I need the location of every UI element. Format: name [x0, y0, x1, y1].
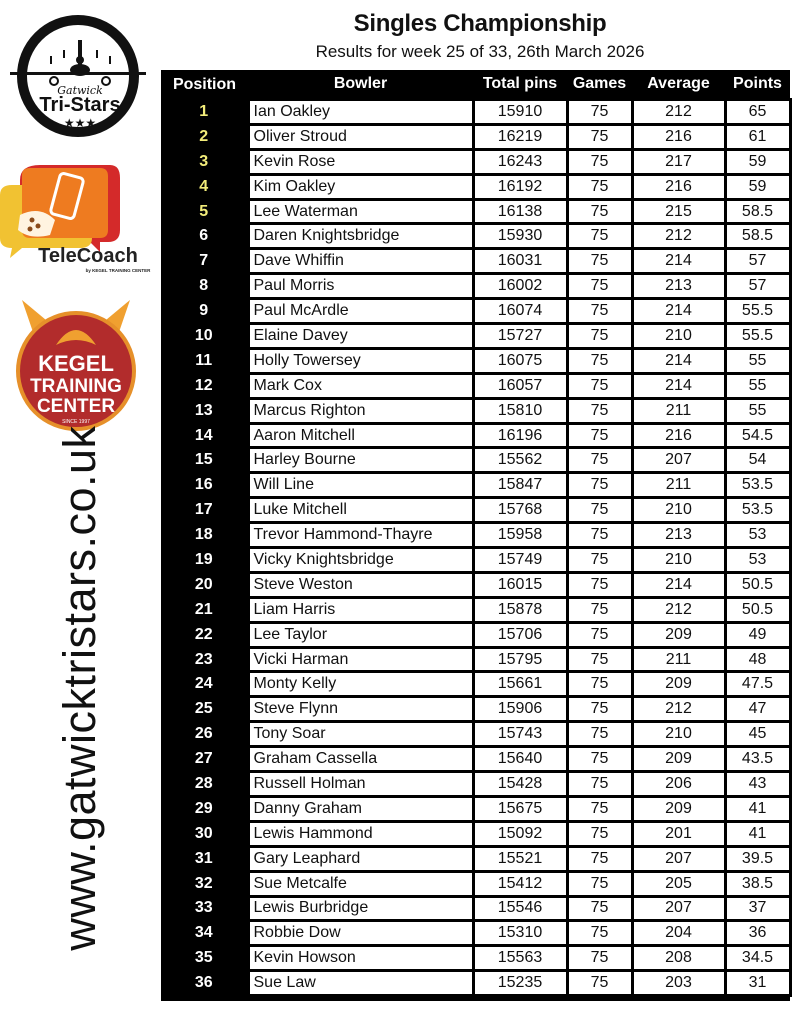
games-cell: 75: [567, 324, 632, 349]
position-cell: 14: [161, 423, 248, 448]
average-cell: 210: [632, 498, 725, 523]
total-pins-cell: 15810: [473, 398, 567, 423]
position-cell: 6: [161, 224, 248, 249]
sidebar: [0, 0, 160, 1019]
points-cell: 43: [725, 772, 790, 797]
games-cell: 75: [567, 846, 632, 871]
points-cell: 53.5: [725, 473, 790, 498]
bowler-cell: Danny Graham: [248, 796, 473, 821]
bowler-cell: Robbie Dow: [248, 921, 473, 946]
average-cell: 209: [632, 672, 725, 697]
table-row: [161, 124, 790, 149]
bowler-cell: Liam Harris: [248, 597, 473, 622]
position-cell: 18: [161, 523, 248, 548]
average-cell: 209: [632, 796, 725, 821]
kegel-logo: [12, 295, 140, 435]
table-row: [161, 498, 790, 523]
position-cell: 1: [161, 100, 248, 125]
svg-text:Gatwick: Gatwick: [57, 84, 103, 97]
total-pins-cell: 15906: [473, 697, 567, 722]
table-header-row: [161, 70, 790, 100]
svg-text:by KEGEL TRAINING CENTER: by KEGEL TRAINING CENTER: [85, 268, 151, 273]
bowler-cell: Tony Soar: [248, 722, 473, 747]
points-cell: 53: [725, 523, 790, 548]
average-cell: 213: [632, 274, 725, 299]
average-cell: 210: [632, 548, 725, 573]
total-pins-cell: 15727: [473, 324, 567, 349]
position-cell: 15: [161, 448, 248, 473]
position-cell: 2: [161, 124, 248, 149]
average-cell: 212: [632, 224, 725, 249]
games-cell: 75: [567, 174, 632, 199]
position-cell: 24: [161, 672, 248, 697]
average-cell: 212: [632, 597, 725, 622]
position-cell: 8: [161, 274, 248, 299]
table-row: [161, 597, 790, 622]
average-cell: 208: [632, 946, 725, 971]
average-cell: 205: [632, 871, 725, 896]
header-average: Average: [647, 75, 710, 92]
points-cell: 31: [725, 971, 790, 996]
position-cell: 31: [161, 846, 248, 871]
table-row: [161, 747, 790, 772]
bowler-cell: Lewis Hammond: [248, 821, 473, 846]
position-cell: 29: [161, 796, 248, 821]
games-cell: 75: [567, 100, 632, 125]
table-row: [161, 448, 790, 473]
total-pins-cell: 16002: [473, 274, 567, 299]
position-cell: 7: [161, 249, 248, 274]
bowler-cell: Harley Bourne: [248, 448, 473, 473]
position-cell: 34: [161, 921, 248, 946]
table-row: [161, 946, 790, 971]
bowler-cell: Russell Holman: [248, 772, 473, 797]
points-cell: 65: [725, 100, 790, 125]
average-cell: 210: [632, 722, 725, 747]
games-cell: 75: [567, 597, 632, 622]
table-row: [161, 622, 790, 647]
points-cell: 36: [725, 921, 790, 946]
table-row: [161, 249, 790, 274]
points-cell: 43.5: [725, 747, 790, 772]
average-cell: 207: [632, 448, 725, 473]
position-cell: 27: [161, 747, 248, 772]
phone-chat-icon: [0, 160, 155, 275]
table-row: [161, 373, 790, 398]
header-bowler: Bowler: [333, 75, 388, 92]
games-cell: 75: [567, 921, 632, 946]
position-cell: 23: [161, 647, 248, 672]
total-pins-cell: 15428: [473, 772, 567, 797]
bowler-cell: Dave Whiffin: [248, 249, 473, 274]
table-row: [161, 100, 790, 125]
bowler-cell: Lewis Burbridge: [248, 896, 473, 921]
page-title: Singles Championship: [353, 10, 607, 37]
position-cell: 19: [161, 548, 248, 573]
average-cell: 211: [632, 647, 725, 672]
total-pins-cell: 15661: [473, 672, 567, 697]
position-cell: 20: [161, 572, 248, 597]
points-cell: 39.5: [725, 846, 790, 871]
points-cell: 47: [725, 697, 790, 722]
position-cell: 25: [161, 697, 248, 722]
games-cell: 75: [567, 373, 632, 398]
points-cell: 37: [725, 896, 790, 921]
position-cell: 11: [161, 348, 248, 373]
header-position: Position: [172, 75, 237, 93]
points-cell: 61: [725, 124, 790, 149]
website-url[interactable]: [30, 425, 130, 951]
points-cell: 48: [725, 647, 790, 672]
total-pins-cell: 15563: [473, 946, 567, 971]
games-cell: 75: [567, 946, 632, 971]
position-cell: 21: [161, 597, 248, 622]
position-cell: 9: [161, 299, 248, 324]
points-cell: 54.5: [725, 423, 790, 448]
total-pins-cell: 15930: [473, 224, 567, 249]
points-cell: 57: [725, 249, 790, 274]
total-pins-cell: 16031: [473, 249, 567, 274]
games-cell: 75: [567, 274, 632, 299]
position-cell: 30: [161, 821, 248, 846]
points-cell: 53: [725, 548, 790, 573]
bowler-cell: Oliver Stroud: [248, 124, 473, 149]
points-cell: 54: [725, 448, 790, 473]
table-row: [161, 299, 790, 324]
average-cell: 206: [632, 772, 725, 797]
table-row: [161, 174, 790, 199]
games-cell: 75: [567, 647, 632, 672]
bowler-cell: Aaron Mitchell: [248, 423, 473, 448]
table-row: [161, 348, 790, 373]
games-cell: 75: [567, 423, 632, 448]
position-cell: 22: [161, 622, 248, 647]
games-cell: 75: [567, 672, 632, 697]
average-cell: 201: [632, 821, 725, 846]
total-pins-cell: 15795: [473, 647, 567, 672]
points-cell: 55.5: [725, 324, 790, 349]
standings-table: [161, 70, 792, 997]
points-cell: 50.5: [725, 597, 790, 622]
bowler-cell: Monty Kelly: [248, 672, 473, 697]
table-row: [161, 647, 790, 672]
header-games: Games: [572, 75, 627, 92]
bowler-cell: Elaine Davey: [248, 324, 473, 349]
bowler-cell: Paul McArdle: [248, 299, 473, 324]
games-cell: 75: [567, 796, 632, 821]
average-cell: 209: [632, 622, 725, 647]
total-pins-cell: 16219: [473, 124, 567, 149]
games-cell: 75: [567, 299, 632, 324]
games-cell: 75: [567, 697, 632, 722]
total-pins-cell: 15768: [473, 498, 567, 523]
bowler-cell: Kevin Howson: [248, 946, 473, 971]
total-pins-cell: 15521: [473, 846, 567, 871]
total-pins-cell: 15640: [473, 747, 567, 772]
table-row: [161, 971, 790, 996]
bowler-cell: Luke Mitchell: [248, 498, 473, 523]
table-row: [161, 199, 790, 224]
games-cell: 75: [567, 722, 632, 747]
table-row: [161, 523, 790, 548]
average-cell: 214: [632, 299, 725, 324]
total-pins-cell: 16057: [473, 373, 567, 398]
position-cell: 35: [161, 946, 248, 971]
total-pins-cell: 15235: [473, 971, 567, 996]
points-cell: 53.5: [725, 498, 790, 523]
svg-text:TRAINING: TRAINING: [30, 376, 122, 397]
average-cell: 217: [632, 149, 725, 174]
bowler-cell: Kevin Rose: [248, 149, 473, 174]
telecoach-logo: [0, 160, 155, 275]
page-subtitle: Results for week 25 of 33, 26th March 2026: [315, 42, 645, 61]
position-cell: 33: [161, 896, 248, 921]
average-cell: 211: [632, 398, 725, 423]
table-row: [161, 324, 790, 349]
total-pins-cell: 15706: [473, 622, 567, 647]
bowler-cell: Vicki Harman: [248, 647, 473, 672]
games-cell: 75: [567, 249, 632, 274]
bowler-cell: Will Line: [248, 473, 473, 498]
position-cell: 13: [161, 398, 248, 423]
table-row: [161, 398, 790, 423]
table-row: [161, 772, 790, 797]
points-cell: 38.5: [725, 871, 790, 896]
table-row: [161, 423, 790, 448]
total-pins-cell: 15675: [473, 796, 567, 821]
bowler-cell: Lee Taylor: [248, 622, 473, 647]
average-cell: 215: [632, 199, 725, 224]
position-cell: 32: [161, 871, 248, 896]
table-row: [161, 796, 790, 821]
total-pins-cell: 15562: [473, 448, 567, 473]
svg-text:SINCE 1997: SINCE 1997: [62, 419, 90, 425]
total-pins-cell: 15412: [473, 871, 567, 896]
bowler-cell: Sue Law: [248, 971, 473, 996]
points-cell: 41: [725, 796, 790, 821]
total-pins-cell: 16075: [473, 348, 567, 373]
average-cell: 209: [632, 747, 725, 772]
table-row: [161, 149, 790, 174]
games-cell: 75: [567, 398, 632, 423]
total-pins-cell: 16074: [473, 299, 567, 324]
games-cell: 75: [567, 448, 632, 473]
svg-text:★★★: ★★★: [63, 116, 97, 130]
header-total-pins: Total pins: [482, 75, 558, 92]
table-row: [161, 572, 790, 597]
table-row: [161, 697, 790, 722]
position-cell: 12: [161, 373, 248, 398]
average-cell: 214: [632, 373, 725, 398]
table-row: [161, 473, 790, 498]
games-cell: 75: [567, 473, 632, 498]
total-pins-cell: 15878: [473, 597, 567, 622]
average-cell: 216: [632, 174, 725, 199]
total-pins-cell: 16138: [473, 199, 567, 224]
games-cell: 75: [567, 747, 632, 772]
total-pins-cell: 15847: [473, 473, 567, 498]
games-cell: 75: [567, 199, 632, 224]
points-cell: 55: [725, 373, 790, 398]
average-cell: 210: [632, 324, 725, 349]
table-row: [161, 548, 790, 573]
total-pins-cell: 16196: [473, 423, 567, 448]
average-cell: 207: [632, 846, 725, 871]
points-cell: 55: [725, 398, 790, 423]
bowler-cell: Marcus Righton: [248, 398, 473, 423]
average-cell: 216: [632, 124, 725, 149]
games-cell: 75: [567, 523, 632, 548]
bowler-cell: Mark Cox: [248, 373, 473, 398]
games-cell: 75: [567, 871, 632, 896]
points-cell: 41: [725, 821, 790, 846]
bowler-cell: Gary Leaphard: [248, 846, 473, 871]
table-row: [161, 921, 790, 946]
points-cell: 50.5: [725, 572, 790, 597]
average-cell: 216: [632, 423, 725, 448]
games-cell: 75: [567, 821, 632, 846]
games-cell: 75: [567, 622, 632, 647]
points-cell: 59: [725, 174, 790, 199]
bowler-cell: Ian Oakley: [248, 100, 473, 125]
table-row: [161, 896, 790, 921]
average-cell: 212: [632, 100, 725, 125]
average-cell: 207: [632, 896, 725, 921]
points-cell: 55.5: [725, 299, 790, 324]
games-cell: 75: [567, 348, 632, 373]
table-row: [161, 846, 790, 871]
points-cell: 58.5: [725, 224, 790, 249]
position-cell: 4: [161, 174, 248, 199]
games-cell: 75: [567, 971, 632, 996]
bowler-cell: Steve Weston: [248, 572, 473, 597]
average-cell: 204: [632, 921, 725, 946]
table-row: [161, 821, 790, 846]
bowler-cell: Holly Towersey: [248, 348, 473, 373]
svg-text:TeleCoach: TeleCoach: [38, 245, 138, 267]
header-points: Points: [733, 75, 782, 92]
bowler-cell: Trevor Hammond-Thayre: [248, 523, 473, 548]
airplane-icon: [8, 10, 148, 138]
games-cell: 75: [567, 548, 632, 573]
total-pins-cell: 16243: [473, 149, 567, 174]
bowler-cell: Paul Morris: [248, 274, 473, 299]
average-cell: 213: [632, 523, 725, 548]
points-cell: 57: [725, 274, 790, 299]
website-url-text[interactable]: www.gatwicktristars.co.uk: [54, 425, 105, 951]
total-pins-cell: 16015: [473, 572, 567, 597]
points-cell: 59: [725, 149, 790, 174]
bowler-cell: Kim Oakley: [248, 174, 473, 199]
average-cell: 212: [632, 697, 725, 722]
svg-text:CENTER: CENTER: [36, 396, 116, 417]
position-cell: 28: [161, 772, 248, 797]
position-cell: 17: [161, 498, 248, 523]
games-cell: 75: [567, 124, 632, 149]
bowler-cell: Lee Waterman: [248, 199, 473, 224]
total-pins-cell: 15743: [473, 722, 567, 747]
table-row: [161, 672, 790, 697]
total-pins-cell: 15310: [473, 921, 567, 946]
total-pins-cell: 15749: [473, 548, 567, 573]
games-cell: 75: [567, 498, 632, 523]
total-pins-cell: 15910: [473, 100, 567, 125]
position-cell: 5: [161, 199, 248, 224]
average-cell: 203: [632, 971, 725, 996]
games-cell: 75: [567, 149, 632, 174]
games-cell: 75: [567, 896, 632, 921]
games-cell: 75: [567, 572, 632, 597]
points-cell: 58.5: [725, 199, 790, 224]
svg-text:Tri-Stars: Tri-Stars: [39, 94, 121, 116]
games-cell: 75: [567, 772, 632, 797]
results-table: [161, 70, 790, 1001]
table-row: [161, 274, 790, 299]
position-cell: 10: [161, 324, 248, 349]
points-cell: 34.5: [725, 946, 790, 971]
total-pins-cell: 15546: [473, 896, 567, 921]
bowler-cell: Sue Metcalfe: [248, 871, 473, 896]
points-cell: 55: [725, 348, 790, 373]
position-cell: 36: [161, 971, 248, 996]
games-cell: 75: [567, 224, 632, 249]
average-cell: 214: [632, 348, 725, 373]
position-cell: 16: [161, 473, 248, 498]
average-cell: 214: [632, 249, 725, 274]
position-cell: 26: [161, 722, 248, 747]
phoenix-icon: [12, 295, 140, 435]
points-cell: 47.5: [725, 672, 790, 697]
bowler-cell: Daren Knightsbridge: [248, 224, 473, 249]
bowler-cell: Graham Cassella: [248, 747, 473, 772]
points-cell: 49: [725, 622, 790, 647]
table-row: [161, 722, 790, 747]
bowler-cell: Steve Flynn: [248, 697, 473, 722]
tristars-logo: [8, 10, 148, 138]
table-row: [161, 871, 790, 896]
points-cell: 45: [725, 722, 790, 747]
bowler-cell: Vicky Knightsbridge: [248, 548, 473, 573]
position-cell: 3: [161, 149, 248, 174]
total-pins-cell: 15092: [473, 821, 567, 846]
average-cell: 211: [632, 473, 725, 498]
average-cell: 214: [632, 572, 725, 597]
total-pins-cell: 16192: [473, 174, 567, 199]
table-row: [161, 224, 790, 249]
total-pins-cell: 15958: [473, 523, 567, 548]
svg-text:KEGEL: KEGEL: [38, 351, 114, 376]
